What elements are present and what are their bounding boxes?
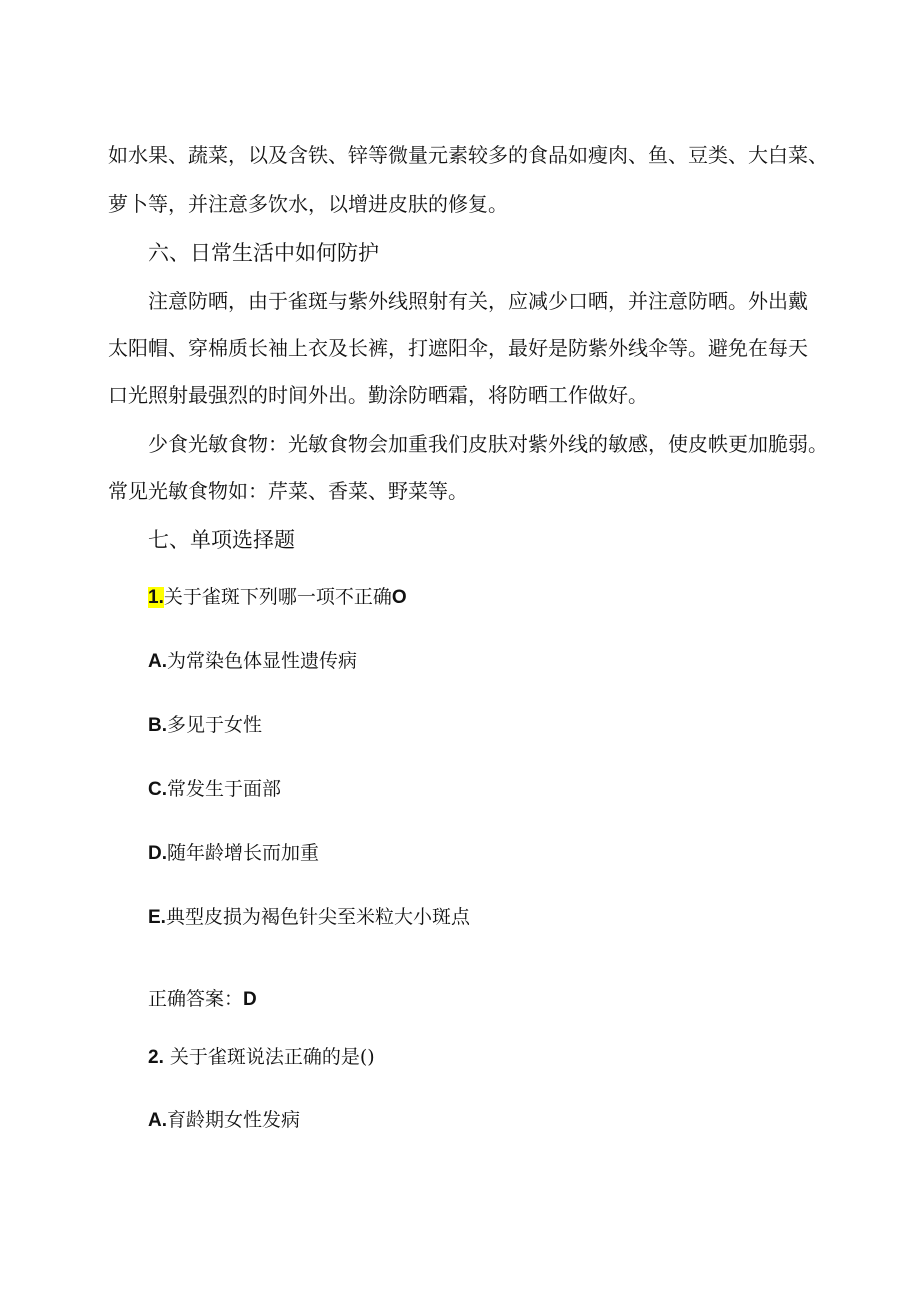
question-text: 关于雀斑说法正确的是() — [163, 1046, 375, 1068]
paragraph-line: 太阳帽、穿棉质长袖上衣及长裤，打遮阳伞，最好是防紫外线伞等。避免在每天 — [108, 336, 808, 360]
option-letter: B. — [148, 715, 167, 736]
paragraph-line: 如水果、蔬菜，以及含铁、锌等微量元素较多的食品如瘦肉、鱼、豆类、大白菜、 — [108, 143, 828, 167]
question-text: 关于雀斑下列哪一项不正确 — [163, 586, 392, 608]
option-e — [148, 903, 470, 932]
answer-line — [148, 985, 257, 1014]
option-b — [148, 711, 262, 740]
section-heading-6: 六、日常生活中如何防护 — [148, 241, 379, 265]
option-text: 随年龄增长而加重 — [167, 842, 320, 864]
paragraph-line: 少食光敏食物：光敏食物会加重我们皮肤对紫外线的敏感，使皮帙更加脆弱。 — [148, 432, 828, 456]
option-text: 多见于女性 — [167, 714, 263, 736]
question-2 — [148, 1043, 375, 1072]
option-a — [148, 1106, 300, 1135]
question-1 — [148, 583, 407, 612]
option-letter: C. — [148, 779, 167, 800]
option-text: 典型皮损为褐色针尖至米粒大小斑点 — [165, 906, 470, 928]
answer-value: D — [243, 989, 257, 1010]
paragraph-line: 注意防晒，由于雀斑与紫外线照射有关，应减少口晒，并注意防晒。外出戴 — [148, 289, 808, 313]
option-d — [148, 839, 319, 868]
option-text: 常发生于面部 — [167, 778, 282, 800]
option-a — [148, 647, 357, 676]
option-letter: E. — [148, 907, 166, 928]
option-letter: A. — [148, 1110, 167, 1131]
question-blank-marker: O — [391, 587, 407, 608]
option-c — [148, 775, 281, 804]
paragraph-line: 萝卜等，并注意多饮水，以增进皮肤的修复。 — [108, 192, 508, 216]
option-text: 育龄期女性发病 — [167, 1109, 301, 1131]
option-letter: A. — [148, 651, 167, 672]
option-text: 为常染色体显性遗传病 — [167, 650, 358, 672]
question-number-highlighted: 1. — [148, 587, 164, 608]
answer-label: 正确答案： — [148, 988, 244, 1010]
option-letter: D. — [148, 843, 167, 864]
section-heading-7: 七、单项选择题 — [148, 528, 295, 552]
paragraph-line: 口光照射最强烈的时间外出。勤涂防晒霜，将防晒工作做好。 — [108, 383, 648, 407]
question-number: 2. — [148, 1047, 164, 1068]
paragraph-line: 常见光敏食物如：芹菜、香菜、野菜等。 — [108, 479, 468, 503]
